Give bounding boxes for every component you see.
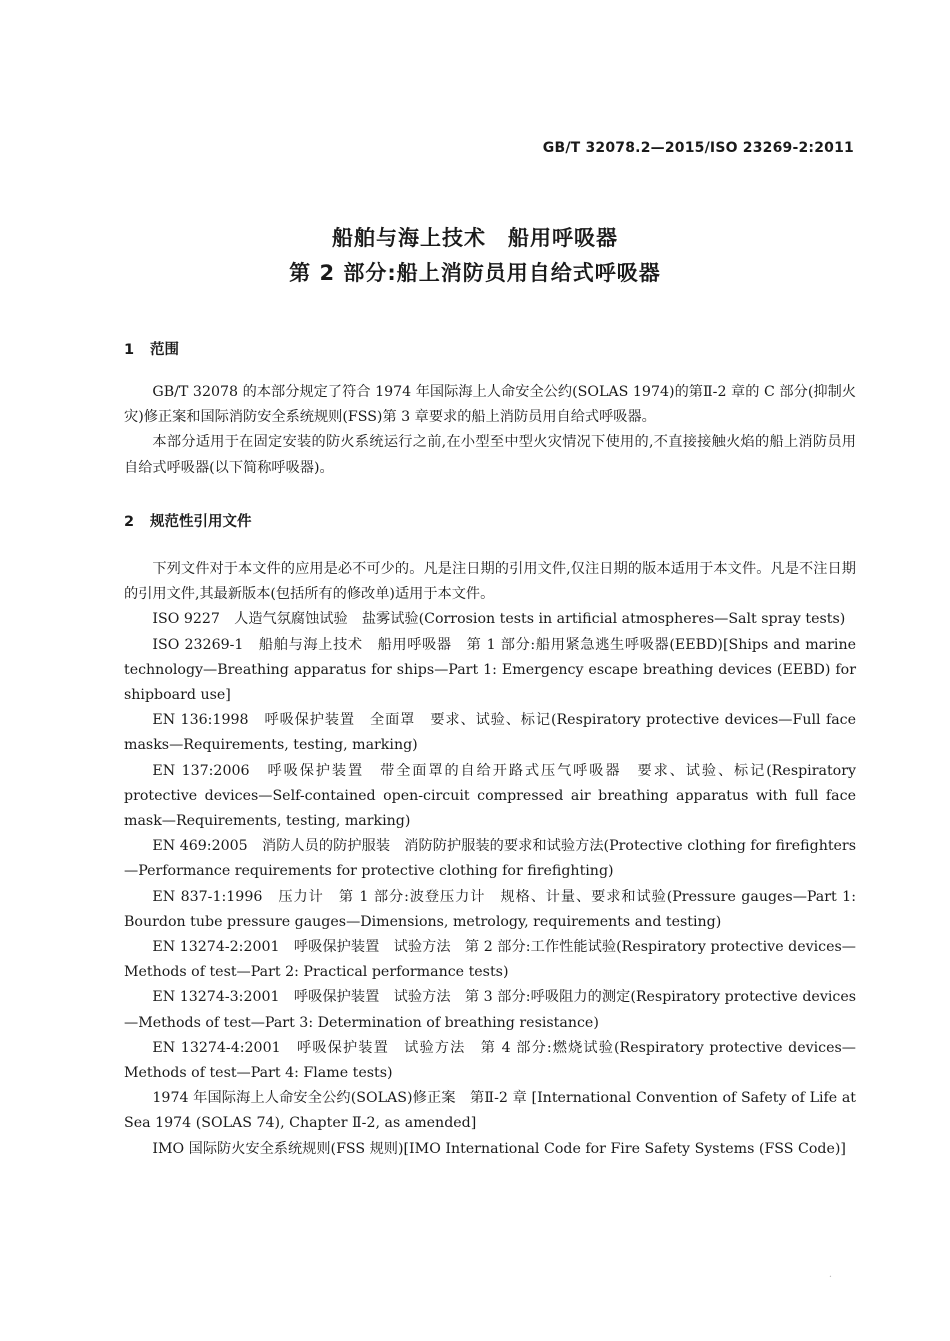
reference-entry: EN 13274-2:2001 呼吸保护装置 试验方法 第 2 部分:工作性能试验(Respiratory protective devices—Methods of test—Part 2: Practical performance tests) bbox=[124, 939, 856, 981]
standard-number: GB/T 32078.2—2015/ISO 23269-2:2011 bbox=[542, 140, 854, 156]
paragraph: 下列文件对于本文件的应用是必不可少的。凡是注日期的引用文件,仅注日期的版本适用于本文件。凡是不注日期的引用文件,其最新版本(包括所有的修改单)适用于本文件。 bbox=[124, 561, 856, 603]
section-number: 2 bbox=[124, 514, 135, 530]
scope-body bbox=[124, 380, 856, 481]
reference-entry: EN 136:1998 呼吸保护装置 全面罩 要求、试验、标记(Respiratory protective devices—Full face masks—Requirements, testing, marking) bbox=[124, 712, 856, 754]
section-heading-scope bbox=[124, 338, 179, 359]
section-title: 规范性引用文件 bbox=[150, 514, 252, 530]
reference-entry: EN 13274-4:2001 呼吸保护装置 试验方法 第 4 部分:燃烧试验(Respiratory protective devices—Methods of test—Part 4: Flame tests) bbox=[124, 1039, 856, 1082]
reference-entry: EN 469:2005 消防人员的防护服装 消防防护服装的要求和试验方法(Protective clothing for firefighters—Performance requirements for protective clothing for firefighting) bbox=[124, 838, 856, 880]
paragraph: 本部分适用于在固定安装的防火系统运行之前,在小型至中型火灾情况下使用的,不直接接触火焰的船上消防员用自给式呼吸器(以下简称呼吸器)。 bbox=[124, 434, 856, 476]
reference-entry: 1974 年国际海上人命安全公约(SOLAS)修正案 第Ⅱ-2 章 [International Convention of Safety of Life at Sea 1974 (SOLAS 74), Chapter Ⅱ-2, as amended] bbox=[124, 1090, 856, 1132]
reference-entry: EN 837-1:1996 压力计 第 1 部分:波登压力计 规格、计量、要求和试验(Pressure gauges—Part 1: Bourdon tube pressure gauges—Dimensions, metrology, requirements and testing) bbox=[124, 888, 856, 930]
normative-references-body bbox=[124, 557, 856, 1162]
document-title-line1: 船舶与海上技术 船用呼吸器 bbox=[332, 226, 618, 250]
paragraph: GB/T 32078 的本部分规定了符合 1974 年国际海上人命安全公约(SOLAS 1974)的第Ⅱ-2 章的 C 部分(抑制火灾)修正案和国际消防安全系统规则(FSS)第 3 章要求的船上消防员用自给式呼吸器。 bbox=[124, 384, 856, 426]
section-number: 1 bbox=[124, 342, 135, 358]
reference-entry: IMO 国际防火安全系统规则(FSS 规则)[IMO International Code for Fire Safety Systems (FSS Code)] bbox=[152, 1140, 846, 1157]
scan-mark: · bbox=[828, 1272, 832, 1283]
section-title: 范围 bbox=[150, 342, 179, 358]
reference-entry: ISO 23269-1 船舶与海上技术 船用呼吸器 第 1 部分:船用紧急逃生呼吸器(EEBD)[Ships and marine technology—Breathing apparatus for ships—Part 1: Emergency escape breathing devices (EEBD) for shipboard use] bbox=[124, 636, 856, 704]
reference-entry: EN 137:2006 呼吸保护装置 带全面罩的自给开路式压气呼吸器 要求、试验、标记(Respiratory protective devices—Self-contained open-circuit compressed air breathing apparatus with full face mask—Requirements, testing, marking) bbox=[124, 762, 856, 830]
document-title-line2: 第 2 部分:船上消防员用自给式呼吸器 bbox=[289, 261, 661, 285]
reference-entry: EN 13274-3:2001 呼吸保护装置 试验方法 第 3 部分:呼吸阻力的测定(Respiratory protective devices—Methods of test—Part 3: Determination of breathing resistance) bbox=[124, 989, 856, 1031]
section-heading-normative-references bbox=[124, 510, 252, 531]
reference-entry: ISO 9227 人造气氛腐蚀试验 盐雾试验(Corrosion tests in artificial atmospheres—Salt spray tests) bbox=[152, 611, 846, 628]
